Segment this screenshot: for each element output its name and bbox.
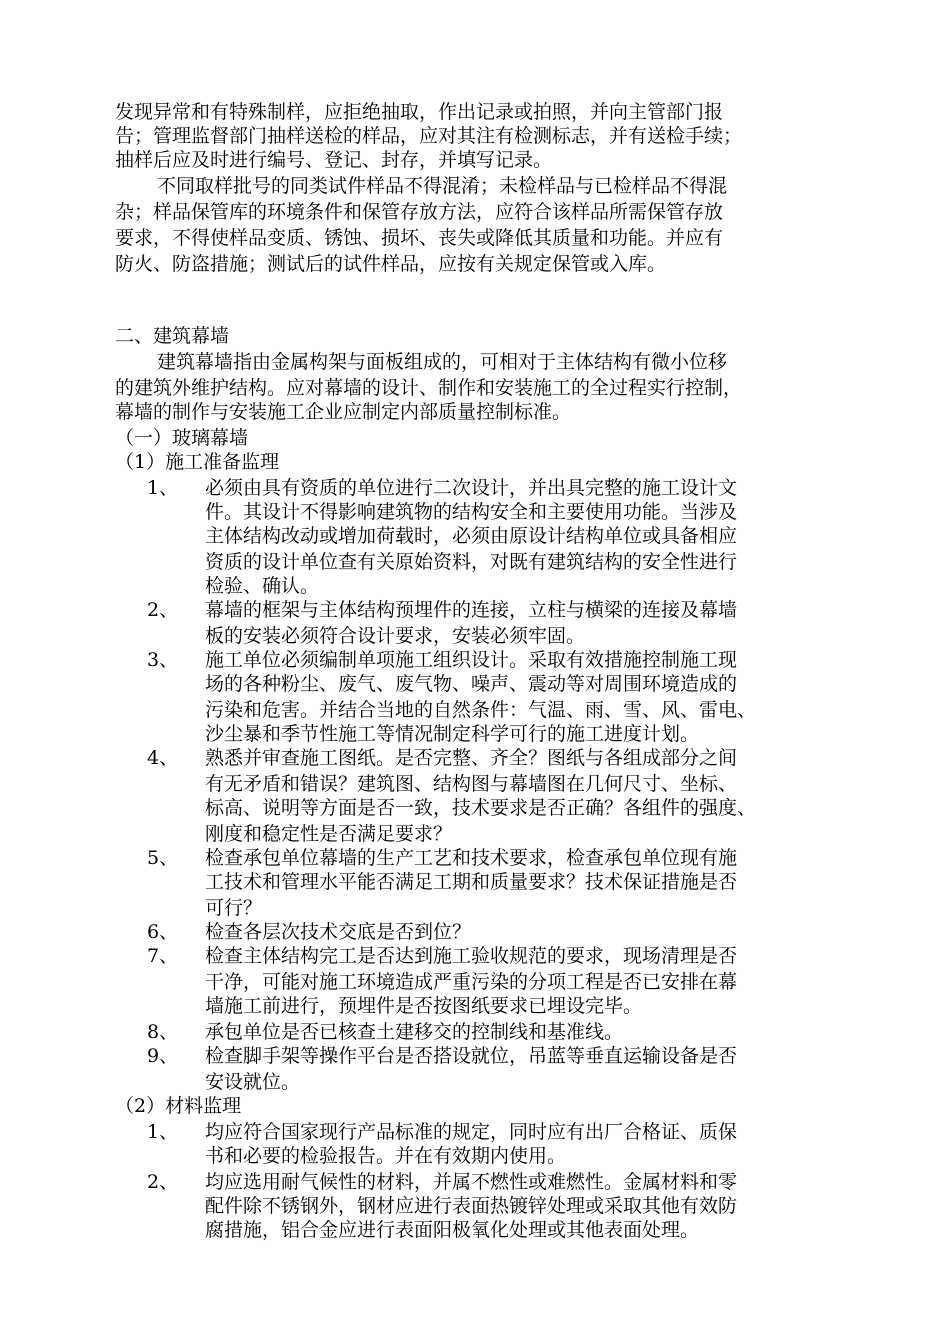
item-line: 施工单位必须编制单项施工组织设计。采取有效措施控制施工现: [205, 649, 738, 671]
item-number: 2、: [147, 1171, 179, 1193]
item-line: 必须由具有资质的单位进行二次设计，并出具完整的施工设计文: [205, 477, 738, 499]
item-number: 2、: [147, 599, 179, 621]
item-number: 7、: [147, 945, 179, 967]
item-line: 检查各层次技术交底是否到位？: [205, 921, 472, 943]
item-line: 沙尘暴和季节性施工等情况制定科学可行的施工进度计划。: [205, 723, 700, 745]
item-line: 可行？: [205, 897, 263, 919]
item-line: 均应符合国家现行产品标准的规定，同时应有出厂合格证、质保: [205, 1121, 738, 1143]
item-line: 主体结构改动或增加荷载时，必须由原设计结构单位或具备相应: [205, 525, 738, 547]
item-line: 板的安装必须符合设计要求，安装必须牢固。: [205, 625, 586, 647]
intro-line: 抽样后应及时进行编号、登记、封存，并填写记录。: [115, 149, 553, 171]
item-line: 检查脚手架等操作平台是否搭设就位，吊蓝等垂直运输设备是否: [205, 1045, 738, 1067]
item-number: 3、: [147, 649, 179, 671]
item-line: 检验、确认。: [205, 575, 320, 597]
subsection-heading: （2）材料监理: [115, 1095, 242, 1117]
item-line: 污染和危害。并结合当地的自然条件：气温、雨、雪、风、雷电、: [205, 699, 757, 721]
item-line: 承包单位是否已核查土建移交的控制线和基准线。: [205, 1021, 624, 1043]
item-line: 腐措施，铝合金应进行表面阳极氧化处理或其他表面处理。: [205, 1219, 700, 1241]
item-line: 标高、说明等方面是否一致，技术要求是否正确？各组件的强度、: [205, 797, 757, 819]
intro-line: 发现异常和有特殊制样，应拒绝抽取，作出记录或拍照，并向主管部门报: [115, 101, 724, 123]
item-number: 6、: [147, 921, 179, 943]
item-number: 4、: [147, 747, 179, 769]
section-para-line: 的建筑外维护结构。应对幕墙的设计、制作和安装施工的全过程实行控制，: [115, 377, 743, 399]
item-line: 检查主体结构完工是否达到施工验收规范的要求，现场清理是否: [205, 945, 738, 967]
subsection-heading: （一）玻璃幕墙: [115, 427, 249, 449]
item-number: 8、: [147, 1021, 179, 1043]
item-line: 工技术和管理水平能否满足工期和质量要求？技术保证措施是否: [205, 871, 738, 893]
item-line: 书和必要的检验报告。并在有效期内使用。: [205, 1145, 567, 1167]
item-line: 资质的设计单位查有关原始资料，对既有建筑结构的安全性进行: [205, 551, 738, 573]
section-para-line: 建筑幕墙指由金属构架与面板组成的，可相对于主体结构有微小位移: [157, 351, 728, 373]
item-line: 熟悉并审查施工图纸。是否完整、齐全？图纸与各组成部分之间: [205, 747, 738, 769]
intro-line: 要求，不得使样品变质、锈蚀、损坏、丧失或降低其质量和功能。并应有: [115, 227, 724, 249]
item-line: 场的各种粉尘、废气、废气物、噪声、震动等对周围环境造成的: [205, 673, 738, 695]
intro-line: 不同取样批号的同类试件样品不得混淆；未检样品与已检样品不得混: [157, 175, 728, 197]
item-line: 幕墙的框架与主体结构预埋件的连接，立柱与横梁的连接及幕墙: [205, 599, 738, 621]
section-heading: 二、建筑幕墙: [115, 325, 230, 347]
intro-line: 告；管理监督部门抽样送检的样品，应对其注有检测标志，并有送检手续；: [115, 125, 743, 147]
item-line: 有无矛盾和错误？建筑图、结构图与幕墙图在几何尺寸、坐标、: [205, 773, 738, 795]
item-line: 件。其设计不得影响建筑物的结构安全和主要使用功能。当涉及: [205, 501, 738, 523]
item-line: 均应选用耐气候性的材料，并属不燃性或难燃性。金属材料和零: [205, 1171, 738, 1193]
item-line: 墙施工前进行，预埋件是否按图纸要求已埋设完毕。: [205, 995, 643, 1017]
item-number: 1、: [147, 1121, 179, 1143]
item-line: 安设就位。: [205, 1071, 301, 1093]
item-line: 干净，可能对施工环境造成严重污染的分项工程是否已安排在幕: [205, 971, 738, 993]
intro-line: 杂；样品保管库的环境条件和保管存放方法，应符合该样品所需保管存放: [115, 201, 724, 223]
item-line: 配件除不锈钢外，钢材应进行表面热镀锌处理或采取其他有效防: [205, 1195, 738, 1217]
intro-line: 防火、防盗措施；测试后的试件样品，应按有关规定保管或入库。: [115, 253, 667, 275]
item-number: 9、: [147, 1045, 179, 1067]
item-line: 检查承包单位幕墙的生产工艺和技术要求，检查承包单位现有施: [205, 847, 738, 869]
item-line: 刚度和稳定性是否满足要求？: [205, 823, 453, 845]
item-number: 5、: [147, 847, 179, 869]
section-para-line: 幕墙的制作与安装施工企业应制定内部质量控制标准。: [115, 401, 572, 423]
subsection-heading: （1）施工准备监理: [115, 451, 280, 473]
item-number: 1、: [147, 477, 179, 499]
